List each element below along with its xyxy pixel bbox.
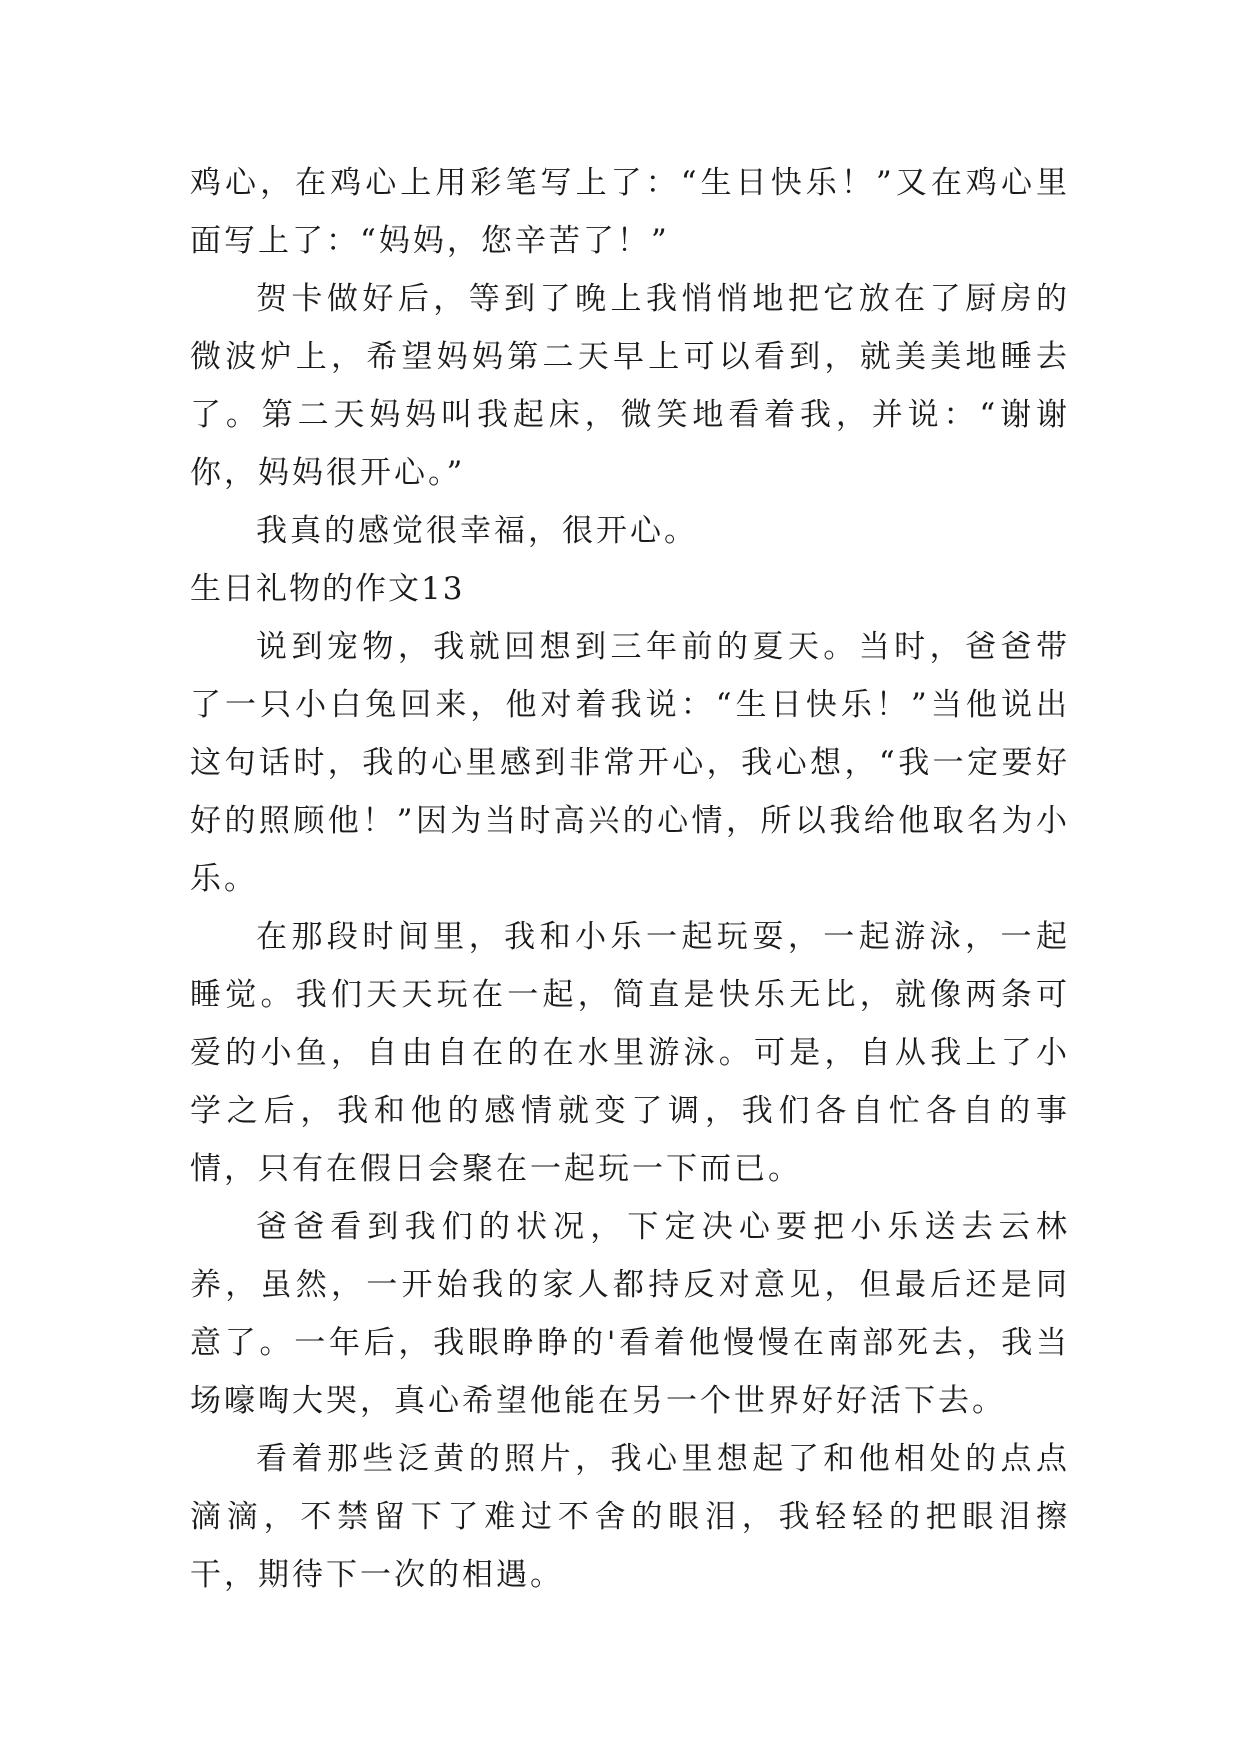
- paragraph: 在那段时间里，我和小乐一起玩耍，一起游泳，一起睡觉。我们天天玩在一起，简直是快乐无比，就像两条可爱的小鱼，自由自在的在水里游泳。可是，自从我上了小学之后，我和他的感情就变了调，我们各自忙各自的事情，只有在假日会聚在一起玩一下而已。: [190, 919, 1070, 1187]
- paragraph: 我真的感觉很幸福，很开心。: [256, 513, 698, 549]
- section-heading: 生日礼物的作文13: [190, 571, 465, 607]
- paragraph: 爸爸看到我们的状况，下定决心要把小乐送去云林养，虽然，一开始我的家人都持反对意见，但最后还是同意了。一年后，我眼睁睁的'看着他慢慢在南部死去，我当场嚎啕大哭，真心希望他能在另一个世界好好活下去。: [190, 1209, 1070, 1419]
- paragraph: 看着那些泛黄的照片，我心里想起了和他相处的点点滴滴，不禁留下了难过不舍的眼泪，我轻轻的把眼泪擦干，期待下一次的相遇。: [190, 1441, 1070, 1593]
- paragraph: 鸡心，在鸡心上用彩笔写上了：“生日快乐！”又在鸡心里面写上了：“妈妈，您辛苦了！”: [190, 165, 1070, 259]
- paragraph: 贺卡做好后，等到了晚上我悄悄地把它放在了厨房的微波炉上，希望妈妈第二天早上可以看到，就美美地睡去了。第二天妈妈叫我起床，微笑地看着我，并说：“谢谢你，妈妈很开心。”: [190, 281, 1070, 491]
- document-body: [190, 154, 1070, 1604]
- paragraph: 说到宠物，我就回想到三年前的夏天。当时，爸爸带了一只小白兔回来，他对着我说：“生日快乐！”当他说出这句话时，我的心里感到非常开心，我心想，“我一定要好好的照顾他！”因为当时高兴的心情，所以我给他取名为小乐。: [190, 629, 1070, 897]
